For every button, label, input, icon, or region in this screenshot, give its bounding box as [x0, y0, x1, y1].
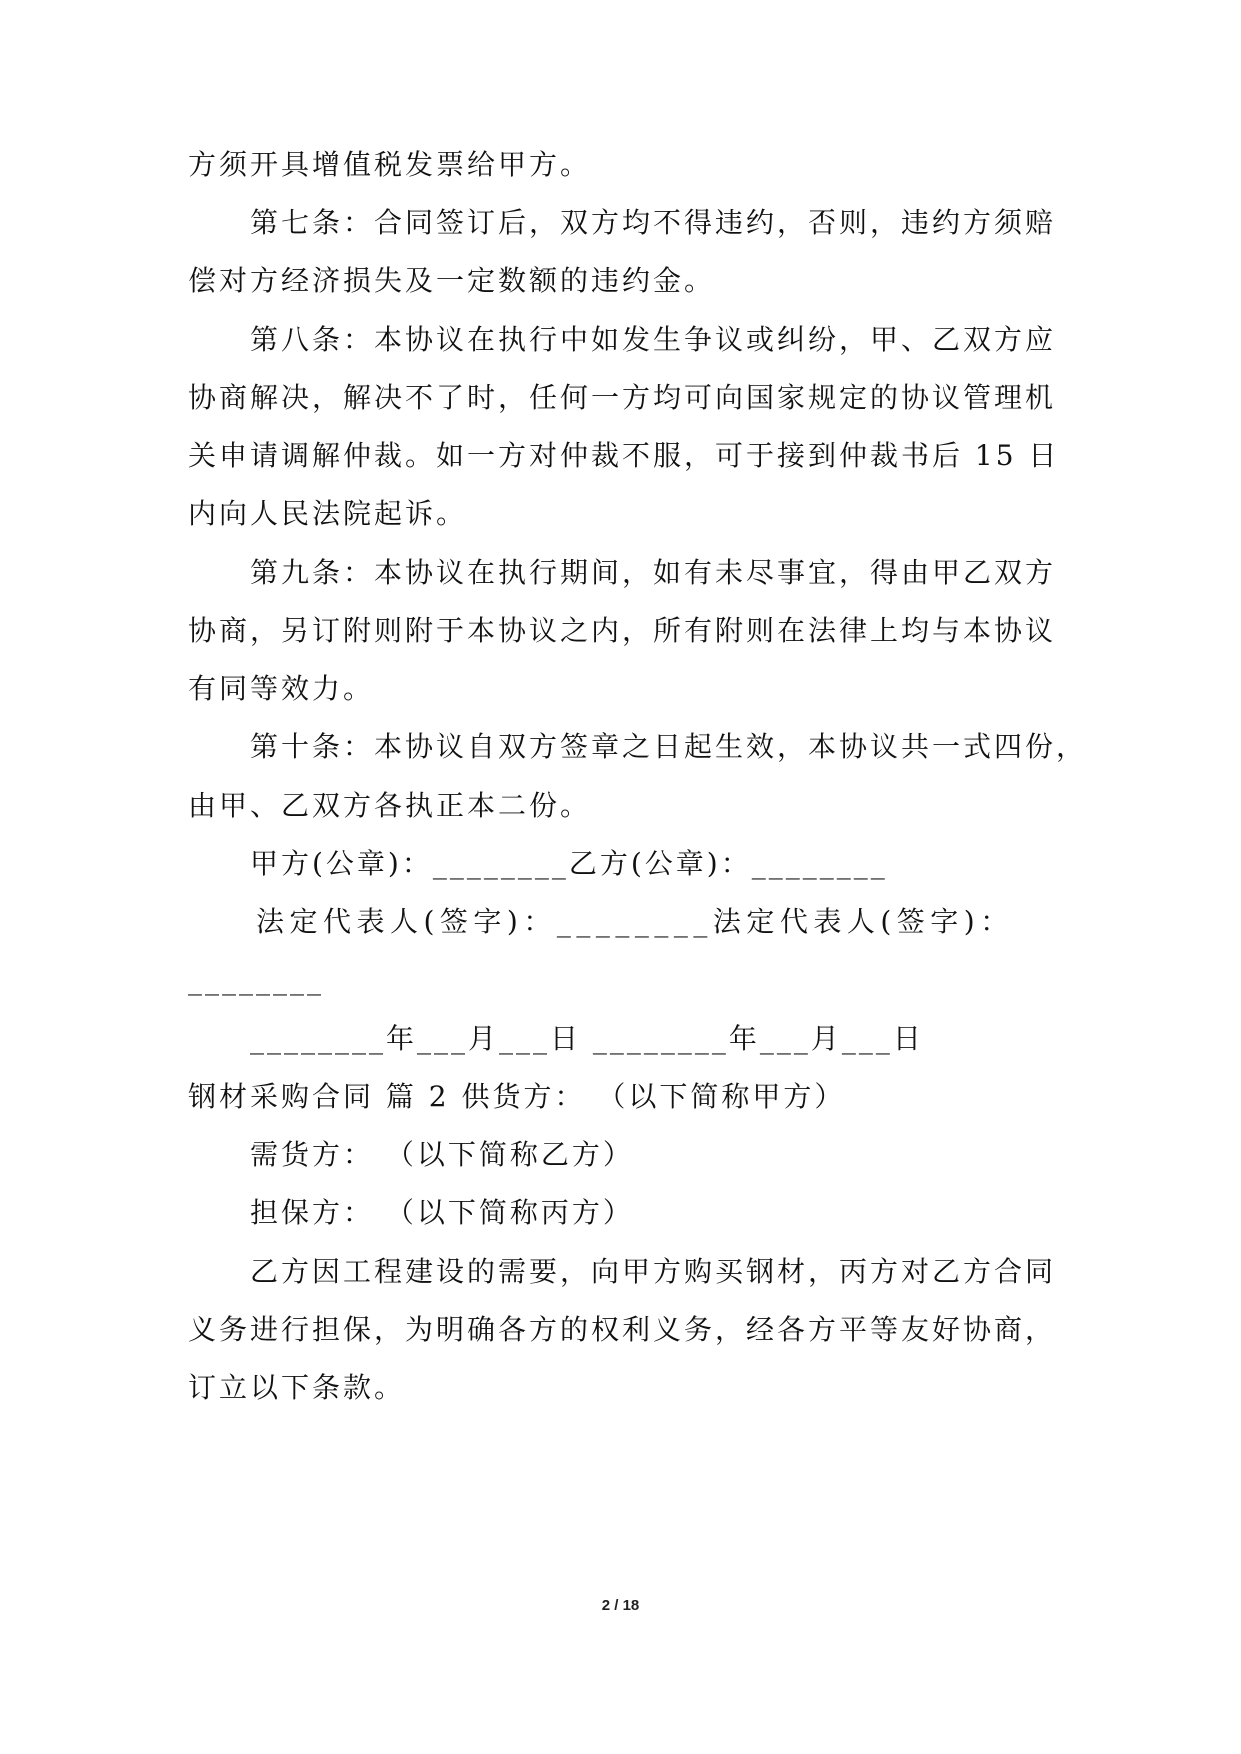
text-line: 订立以下条款。 [188, 1371, 406, 1404]
date-line: ________年___月___日 ________年___月___日 [250, 1022, 924, 1055]
text-line: 协商，另订附则附于本协议之内，所有附则在法律上均与本协议 [188, 614, 1057, 647]
clause-9-line: 第九条：本协议在执行期间，如有未尽事宜，得由甲乙双方 [250, 556, 1057, 589]
text-line: 协商解决，解决不了时，任何一方均可向国家规定的协议管理机 [188, 381, 1057, 414]
clause-8-line: 第八条：本协议在执行中如发生争议或纠纷，甲、乙双方应 [250, 323, 1057, 356]
clause-7-line: 第七条：合同签订后，双方均不得违约，否则，违约方须赔 [250, 206, 1057, 239]
text-line: 方须开具增值税发票给甲方。 [188, 148, 592, 181]
text-line: 偿对方经济损失及一定数额的违约金。 [188, 264, 716, 297]
text-line: 关申请调解仲裁。如一方对仲裁不服，可于接到仲裁书后 15 日 [188, 439, 1060, 472]
seal-line: 甲方(公章)：________乙方(公章)：________ [250, 847, 888, 880]
clause-10-line: 第十条：本协议自双方签章之日起生效，本协议共一式四份， [250, 730, 1088, 763]
text-line: 有同等效力。 [188, 672, 375, 705]
signature-line: 法定代表人(签字)：________法定代表人(签字)： [256, 905, 1014, 938]
page-number: 2 / 18 [601, 1597, 640, 1614]
text-line: 由甲、乙双方各执正本二份。 [188, 789, 592, 822]
text-line: 内向人民法院起诉。 [188, 497, 468, 530]
buyer-line: 需货方： （以下简称乙方） [250, 1138, 634, 1171]
signature-blank: ________ [188, 963, 324, 996]
guarantor-line: 担保方： （以下简称丙方） [250, 1196, 634, 1229]
intro-line: 乙方因工程建设的需要，向甲方购买钢材，丙方对乙方合同 [250, 1255, 1057, 1288]
text-line: 义务进行担保，为明确各方的权利义务，经各方平等友好协商， [188, 1313, 1057, 1346]
contract-heading-line: 钢材采购合同 篇 2 供货方： （以下简称甲方） [188, 1080, 846, 1113]
